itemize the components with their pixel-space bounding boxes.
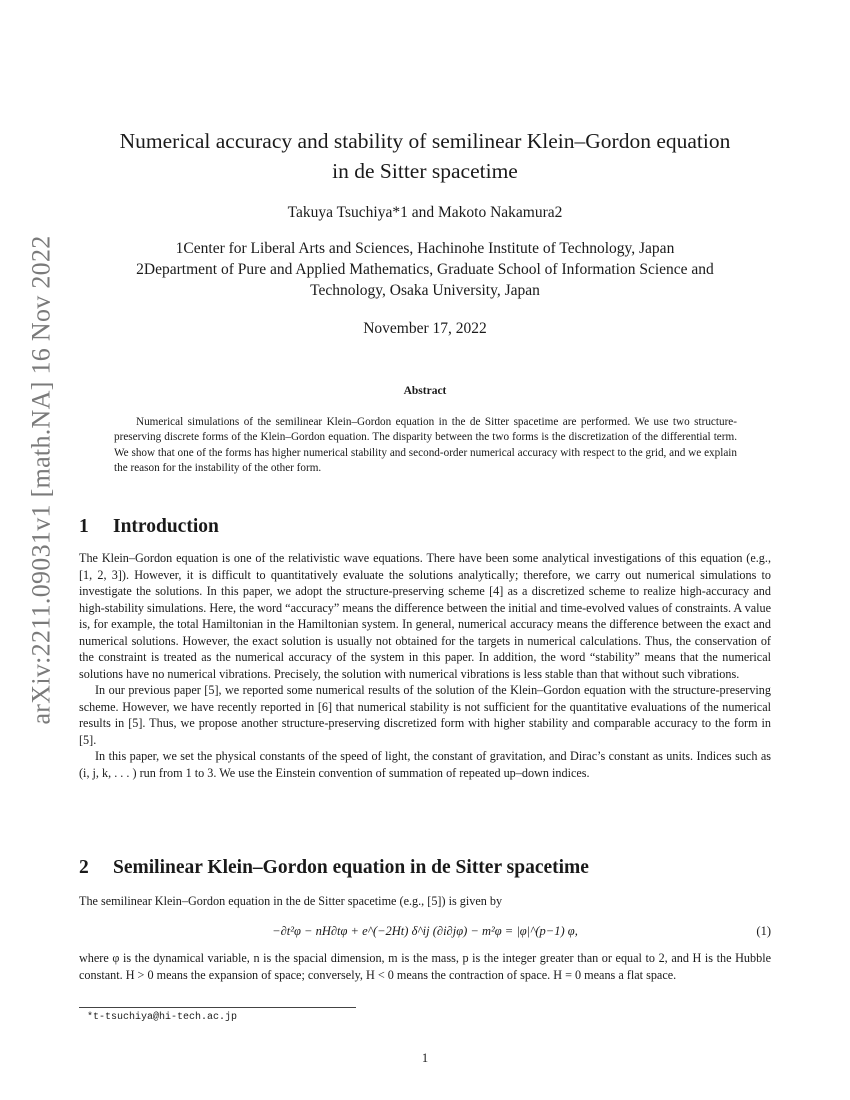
title-line-1: Numerical accuracy and stability of semilinear Klein–Gordon equation (119, 129, 731, 153)
title-line-2: in de Sitter spacetime (332, 159, 518, 183)
section-2-number: 2 (79, 857, 89, 878)
publication-date: November 17, 2022 (363, 320, 487, 337)
equation-1-number: (1) (756, 924, 771, 938)
intro-paragraph-1: The Klein–Gordon equation is one of the relativistic wave equations. There have been some analytical investigations of this equation (e.g., [1, 2, 3]). However, it is difficult to quantitatively evaluate the solutions analytically; therefore, we carry out numerical simulations to investigate the solutions. In this paper, we adopt the structure-preserving scheme [4] as a discretized scheme to realize high-accuracy and high-stability simulations. Here, the word “accuracy” means the difference between the initial and time-evolved values of constraints. A value is, for example, the total Hamiltonian in the Hamiltonian system. In general, numerical accuracy means the difference between the exact and numerical solutions. However, the exact solution is usually not obtained for the targets in numerical calculations. Thus, the conservation of the constraint is treated as the numerical accuracy of the system in this paper. In addition, the word “stability” means that the numerical solutions have no numerical vibrations. Precisely, the solution with numerical vibrations is less stable than that without such vibrations. (79, 551, 771, 681)
author-list: Takuya Tsuchiya*1 and Makoto Nakamura2 (287, 204, 563, 221)
section-1-number: 1 (79, 516, 89, 537)
affiliation-2-line-1: 2Department of Pure and Applied Mathematics, Graduate School of Information Science and (136, 261, 714, 278)
affiliation-2-line-2: Technology, Osaka University, Japan (310, 282, 540, 299)
section-2-title: Semilinear Klein–Gordon equation in de Sitter spacetime (113, 857, 589, 878)
section-2-after-equation: where φ is the dynamical variable, n is the spacial dimension, m is the mass, p is the integer greater than or equal to 2, and H is the Hubble constant. H > 0 means the expansion of space; conversely, H < 0 means the contraction of space. H = 0 means a flat space. (79, 951, 771, 982)
footnote-email: *t-tsuchiya@hi-tech.ac.jp (87, 1012, 238, 1023)
section-2-intro: The semilinear Klein–Gordon equation in the de Sitter spacetime (e.g., [5]) is given by (79, 894, 503, 908)
equation-1 (79, 924, 771, 942)
introduction-body (79, 550, 771, 781)
affiliation-1: 1Center for Liberal Arts and Sciences, Hachinohe Institute of Technology, Japan (175, 240, 675, 257)
equation-1-body: −∂t²φ − nH∂tφ + e^(−2Ht) δ^ij (∂i∂jφ) − m²φ = |φ|^(p−1) φ, (272, 924, 578, 938)
paper-title (79, 126, 771, 186)
intro-paragraph-2: In our previous paper [5], we reported some numerical results of the solution of the Klein–Gordon equation with the structure-preserving scheme. However, we have recently reported in [6] that numerical stability is not sufficient for the quantitative evaluations of the numerical results in [5]. Thus, we propose another structure-preserving discretized form with higher stability and comparable accuracy to the form in [5]. (79, 683, 771, 747)
abstract-heading: Abstract (403, 385, 447, 397)
page-number: 1 (421, 1051, 429, 1065)
affiliations (79, 238, 771, 301)
abstract-text: Numerical simulations of the semilinear Klein–Gordon equation in the de Sitter spacetime are performed. We use two structure-preserving discrete forms of the Klein–Gordon equation. The disparity between the two forms is the discretization of the differential term. We show that one of the forms has higher numerical stability and second-order numerical accuracy with respect to the grid, and we explain the reason for the instability of the other form. (114, 416, 737, 475)
arxiv-identifier (22, 235, 62, 725)
intro-paragraph-3: In this paper, we set the physical constants of the speed of light, the constant of gravitation, and Dirac’s constant as units. Indices such as (i, j, k, . . . ) run from 1 to 3. We use the Einstein convention of summation of repeated up–down indices. (79, 749, 771, 780)
section-1-title: Introduction (113, 516, 219, 537)
section-1-heading (79, 516, 219, 538)
section-2-heading (79, 857, 589, 879)
arxiv-identifier-text: arXiv:2211.09031v1 [math.NA] 16 Nov 2022 (27, 235, 56, 725)
footnote-divider (79, 1007, 356, 1008)
